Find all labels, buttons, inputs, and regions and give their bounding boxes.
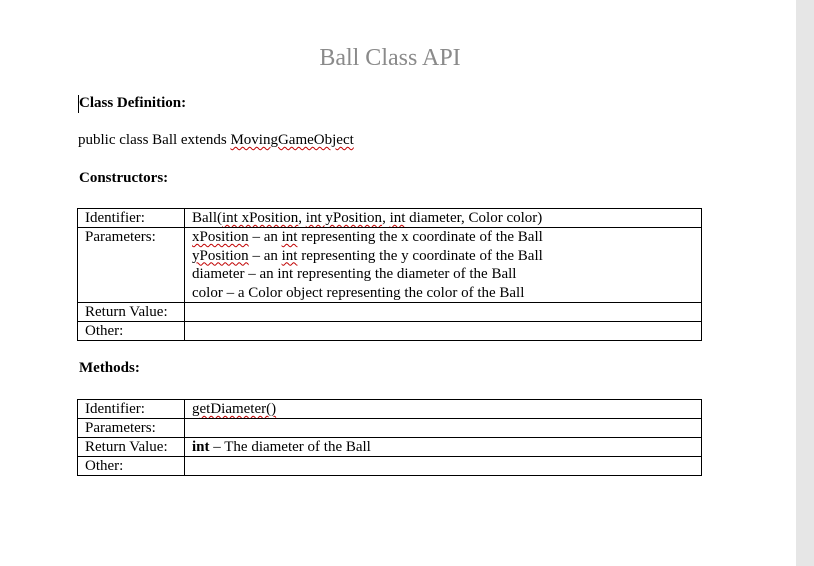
other-cell[interactable] (185, 457, 702, 476)
methods-heading: Methods: (79, 360, 140, 376)
constructors-heading: Constructors: (79, 170, 169, 186)
identifier-suffix: diameter, Color color) (405, 210, 543, 226)
identifier-value[interactable] (185, 209, 702, 228)
other-label: Other: (78, 322, 185, 341)
param-name: yPosition (192, 247, 249, 264)
parameters-value[interactable] (185, 419, 702, 438)
methods-table[interactable] (77, 399, 702, 476)
table-row (78, 322, 702, 341)
table-row (78, 209, 702, 228)
return-value-label: Return Value: (78, 303, 185, 322)
identifier-sep-2: , (382, 210, 390, 226)
parameter-line: color – a Color object representing the color of the Ball (192, 284, 525, 301)
param-type: int (281, 247, 298, 264)
param-type: int (281, 229, 298, 245)
parameter-line (192, 228, 701, 247)
param-desc: representing the y coordinate of the Ball (297, 247, 543, 264)
identifier-label: Identifier: (78, 400, 185, 419)
method-identifier: getDiameter() (192, 401, 277, 417)
identifier-sep-1: , (298, 210, 306, 226)
other-label: Other: (78, 457, 185, 476)
identifier-param-2: int yPosition (305, 210, 383, 226)
parameter-line (192, 247, 701, 266)
class-definition-heading: Class Definition: (79, 95, 187, 111)
vertical-scrollbar[interactable] (796, 0, 814, 566)
return-desc: – The diameter of the Ball (209, 439, 371, 455)
param-desc: representing the x coordinate of the Ball (297, 229, 543, 245)
parameters-value[interactable] (185, 228, 702, 303)
identifier-value[interactable] (185, 400, 702, 419)
identifier-param-3-type: int (389, 210, 406, 226)
return-value-cell[interactable] (185, 438, 702, 457)
table-row (78, 400, 702, 419)
declaration-prefix: public class Ball extends (78, 132, 231, 148)
table-row (78, 228, 702, 303)
parameters-label: Parameters: (78, 419, 185, 438)
param-mid: – an (248, 247, 282, 264)
class-declaration (78, 132, 354, 149)
param-name: xPosition (192, 229, 249, 245)
parameters-label: Parameters: (78, 228, 185, 303)
return-value-label: Return Value: (78, 438, 185, 457)
table-row (78, 419, 702, 438)
return-value-cell[interactable] (185, 303, 702, 322)
other-cell[interactable] (185, 322, 702, 341)
constructors-table[interactable] (77, 208, 702, 341)
identifier-label: Identifier: (78, 209, 185, 228)
table-row (78, 438, 702, 457)
param-mid: – an (248, 229, 282, 245)
parameter-line: diameter – an int representing the diameter of the Ball (192, 266, 517, 282)
page-title: Ball Class API (319, 45, 461, 71)
return-type: int (192, 439, 210, 455)
parent-class-name[interactable]: MovingGameObject (230, 132, 354, 148)
table-row (78, 457, 702, 476)
identifier-prefix: Ball( (192, 210, 222, 226)
table-row (78, 303, 702, 322)
identifier-param-1: int xPosition (222, 210, 299, 226)
